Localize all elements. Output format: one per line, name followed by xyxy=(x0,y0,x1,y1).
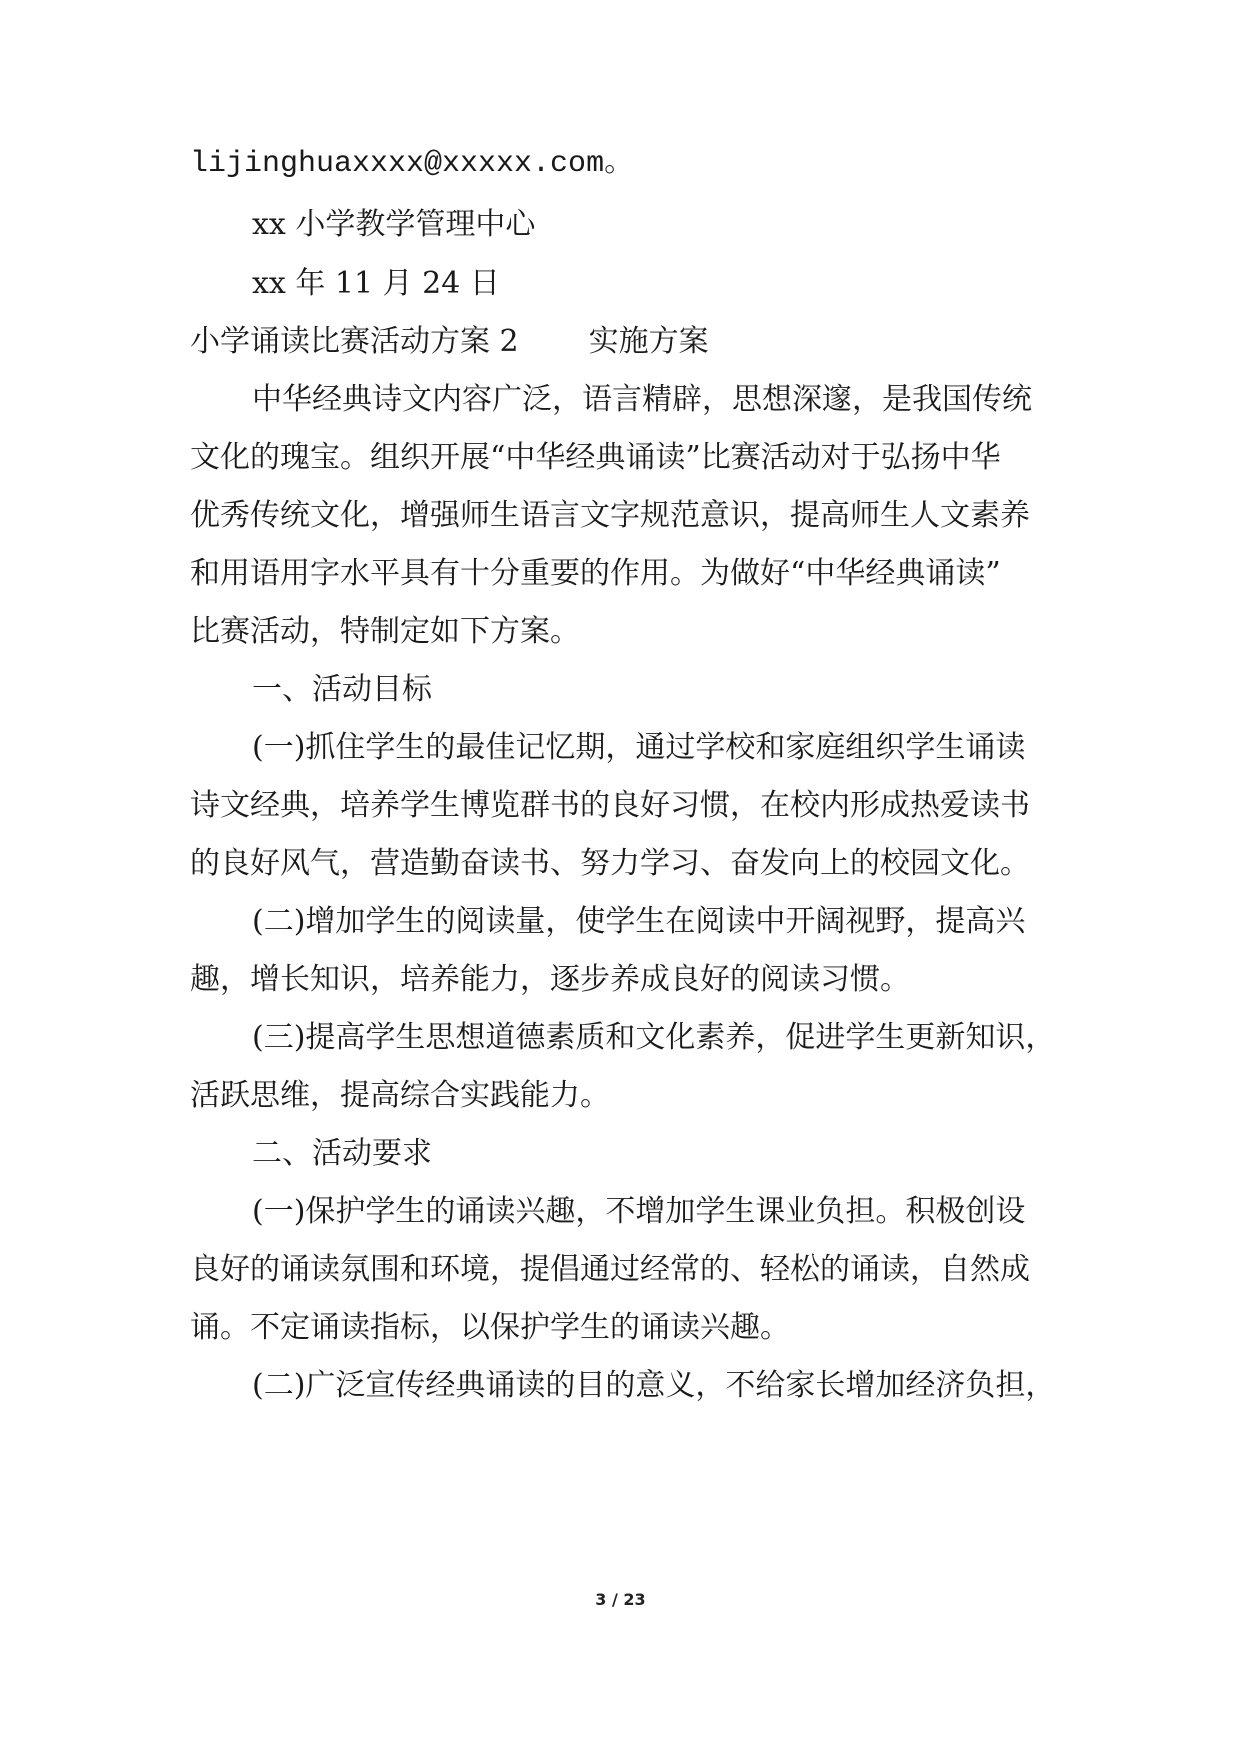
paragraph-line: 良好的诵读氛围和环境，提倡通过经常的、轻松的诵读，自然成 xyxy=(190,1252,1030,1287)
section-heading xyxy=(190,322,709,362)
paragraph-line: (一)抓住学生的最佳记忆期，通过学校和家庭组织学生诵读 xyxy=(252,730,1026,765)
paragraph-line: 优秀传统文化，增强师生语言文字规范意识，提高师生人文素养 xyxy=(190,498,1030,533)
section-title-goals: 一、活动目标 xyxy=(252,672,432,707)
paragraph-line: (三)提高学生思想道德素质和文化素养，促进学生更新知识， xyxy=(252,1020,1056,1055)
paragraph-line: (二)增加学生的阅读量，使学生在阅读中开阔视野，提高兴 xyxy=(252,904,1026,939)
section-heading-suffix: 实施方案 xyxy=(588,324,709,359)
signature-org: xx 小学教学管理中心 xyxy=(252,207,536,242)
paragraph-line: 趣，增长知识，培养能力，逐步养成良好的阅读习惯。 xyxy=(190,962,910,997)
signature-date: xx 年 11 月 24 日 xyxy=(252,266,500,301)
paragraph-line: 中华经典诗文内容广泛，语言精辟，思想深邃，是我国传统 xyxy=(252,382,1032,417)
paragraph-line: 比赛活动，特制定如下方案。 xyxy=(190,614,580,649)
paragraph-line: (一)保护学生的诵读兴趣，不增加学生课业负担。积极创设 xyxy=(252,1194,1026,1229)
paragraph-line: (二)广泛宣传经典诵读的目的意义，不给家长增加经济负担， xyxy=(252,1368,1056,1403)
paragraph-line: 文化的瑰宝。组织开展“中华经典诵读”比赛活动对于弘扬中华 xyxy=(190,440,1001,475)
section-heading-title: 小学诵读比赛活动方案 2 xyxy=(190,324,519,359)
section-title-requirements: 二、活动要求 xyxy=(252,1136,432,1171)
paragraph-line: 和用语用字水平具有十分重要的作用。为做好“中华经典诵读” xyxy=(190,556,1001,591)
paragraph-line: 诗文经典，培养学生博览群书的良好习惯，在校内形成热爱读书 xyxy=(190,788,1030,823)
page-number: 3 / 23 xyxy=(595,1590,646,1609)
paragraph-line: 活跃思维，提高综合实践能力。 xyxy=(190,1078,610,1113)
paragraph-line: 诵。不定诵读指标，以保护学生的诵读兴趣。 xyxy=(190,1310,790,1345)
paragraph-line: 的良好风气，营造勤奋读书、努力学习、奋发向上的校园文化。 xyxy=(190,846,1030,881)
email-line: lijinghuaxxxx@xxxxx.com。 xyxy=(190,147,635,181)
